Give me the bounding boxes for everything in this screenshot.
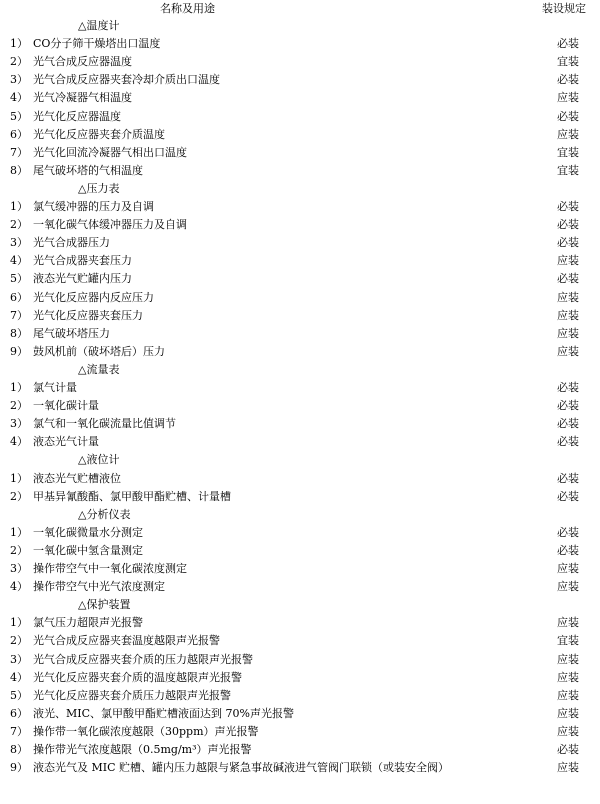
- item-text: 操作带空气中一氧化碳浓度测定: [33, 562, 187, 575]
- item-text: 光气合成反应器夹套冷却介质出口温度: [33, 73, 220, 87]
- item-text: 一氧化碳微量水分测定: [33, 525, 143, 539]
- requirement-value: 宜装: [557, 163, 579, 177]
- item-number: 1）: [10, 525, 28, 539]
- table-row: [0, 307, 600, 325]
- requirement-value: 应装: [557, 580, 579, 594]
- item-number: 3）: [10, 562, 28, 575]
- item-number: 5）: [10, 272, 28, 286]
- item-text: 鼓风机前（破坏塔后）压力: [33, 344, 165, 358]
- section-title: △压力表: [78, 181, 120, 195]
- table-row: [0, 343, 600, 361]
- requirement-value: 必装: [557, 417, 579, 431]
- requirement-value: 必装: [557, 218, 579, 232]
- item-text: 光气冷凝器气相温度: [33, 91, 132, 105]
- item-text: 光气合成反应器夹套温度越限声光报警: [33, 634, 220, 648]
- requirement-value: 必装: [557, 489, 579, 503]
- requirement-value: 宜装: [557, 634, 579, 648]
- item-number: 4）: [10, 670, 28, 684]
- table-row: [0, 89, 600, 107]
- table-row: [0, 415, 600, 433]
- item-number: 7）: [10, 145, 28, 159]
- item-number: 8）: [10, 163, 28, 177]
- item-number: 1）: [10, 200, 28, 213]
- requirement-value: 应装: [557, 290, 579, 304]
- table-row: [0, 687, 600, 705]
- item-number: 5）: [10, 688, 28, 702]
- item-number: 2）: [10, 399, 28, 413]
- table-row: [0, 614, 600, 632]
- table-row: [0, 470, 600, 488]
- requirement-value: 应装: [557, 344, 579, 358]
- section-heading: [0, 596, 600, 614]
- item-number: 7）: [10, 724, 28, 738]
- section-heading: [0, 17, 600, 35]
- item-number: 1）: [10, 37, 28, 51]
- table-row: [0, 144, 600, 162]
- table-row: [0, 759, 600, 777]
- item-text: 一氧化碳计量: [33, 399, 99, 413]
- requirement-value: 必装: [557, 543, 579, 557]
- item-text: 尾气破坏塔压力: [33, 326, 110, 340]
- table-row: [0, 108, 600, 126]
- item-number: 3）: [10, 652, 28, 666]
- table-row: [0, 216, 600, 234]
- item-text: 光气化反应器温度: [33, 109, 121, 123]
- item-number: 4）: [10, 91, 28, 105]
- item-text: 液态光气贮罐内压力: [33, 272, 132, 286]
- item-text: 液态光气贮槽液位: [33, 471, 121, 485]
- requirement-value: 必装: [557, 37, 579, 51]
- item-number: 8）: [10, 326, 28, 340]
- item-text: 氯气压力超限声光报警: [33, 616, 143, 630]
- requirement-value: 应装: [557, 652, 579, 666]
- table-row: [0, 632, 600, 650]
- table-row: [0, 234, 600, 252]
- item-text: 操作带空气中光气浓度测定: [33, 580, 165, 594]
- requirement-value: 应装: [557, 127, 579, 141]
- requirement-value: 必装: [557, 525, 579, 539]
- table-row: [0, 397, 600, 415]
- item-text: 操作带光气浓度越限（0.5mg/m³）声光报警: [33, 743, 252, 756]
- item-text: 光气合成反应器夹套介质的压力越限声光报警: [33, 652, 253, 666]
- table-row: [0, 705, 600, 723]
- table-row: [0, 723, 600, 741]
- item-number: 4）: [10, 254, 28, 268]
- requirement-value: 应装: [557, 706, 579, 720]
- item-number: 2）: [10, 218, 28, 232]
- section-title: △分析仪表: [78, 507, 131, 521]
- item-number: 9）: [10, 761, 28, 775]
- requirement-value: 必装: [557, 73, 579, 87]
- requirement-value: 宜装: [557, 145, 579, 159]
- item-text: 甲基异氰酸酯、氯甲酸甲酯贮槽、计量槽: [33, 489, 231, 503]
- table-row: [0, 71, 600, 89]
- item-text: 液光、MIC、氯甲酸甲酯贮槽液面达到 70%声光报警: [33, 706, 294, 720]
- table-row: [0, 669, 600, 687]
- table-row: [0, 126, 600, 144]
- requirement-value: 必装: [557, 272, 579, 286]
- name-column-header: 名称及用途: [160, 2, 215, 15]
- table-row: [0, 542, 600, 560]
- item-text: 液态光气计量: [33, 435, 99, 449]
- requirement-value: 应装: [557, 688, 579, 702]
- item-text: 光气化回流冷凝器气相出口温度: [33, 145, 187, 159]
- table-row: [0, 560, 600, 578]
- requirement-value: 应装: [557, 91, 579, 105]
- section-heading: [0, 180, 600, 198]
- item-number: 8）: [10, 743, 28, 756]
- requirement-value: 应装: [557, 670, 579, 684]
- item-number: 6）: [10, 290, 28, 304]
- requirement-value: 必装: [557, 399, 579, 413]
- table-row: [0, 325, 600, 343]
- item-number: 6）: [10, 127, 28, 141]
- table-row: [0, 162, 600, 180]
- table-row: [0, 379, 600, 397]
- requirement-value: 应装: [557, 254, 579, 268]
- requirement-value: 应装: [557, 326, 579, 340]
- item-text: 操作带一氧化碳浓度越限（30ppm）声光报警: [33, 724, 259, 738]
- item-text: 光气合成反应器温度: [33, 55, 132, 69]
- item-number: 2）: [10, 543, 28, 557]
- item-number: 6）: [10, 706, 28, 720]
- section-title: △温度计: [78, 19, 120, 32]
- requirement-value: 必装: [557, 435, 579, 449]
- item-number: 3）: [10, 236, 28, 250]
- section-heading: [0, 361, 600, 379]
- item-number: 7）: [10, 308, 28, 322]
- section-title: △流量表: [78, 362, 120, 376]
- item-text: 尾气破坏塔的气相温度: [33, 163, 143, 177]
- item-text: 氯气缓冲器的压力及自调: [33, 200, 154, 213]
- table-row: [0, 53, 600, 71]
- table-row: [0, 35, 600, 53]
- item-text: 光气合成器夹套压力: [33, 254, 132, 268]
- section-heading: [0, 506, 600, 524]
- requirement-value: 必装: [557, 200, 579, 213]
- requirement-value: 宜装: [557, 55, 579, 69]
- requirement-value: 必装: [557, 109, 579, 123]
- section-title: △液位计: [78, 453, 120, 467]
- requirement-value: 应装: [557, 562, 579, 575]
- item-text: 光气化反应器夹套压力: [33, 308, 143, 322]
- requirement-value: 应装: [557, 616, 579, 630]
- table-row: [0, 651, 600, 669]
- item-text: 光气化反应器夹套介质温度: [33, 127, 165, 141]
- item-number: 3）: [10, 417, 28, 431]
- item-number: 2）: [10, 489, 28, 503]
- spec-column-header: 装设规定: [542, 2, 586, 15]
- item-text: 光气化反应器夹套介质压力越限声光报警: [33, 688, 231, 702]
- requirement-value: 必装: [557, 236, 579, 250]
- table-row: [0, 524, 600, 542]
- item-text: 光气合成器压力: [33, 236, 110, 250]
- item-number: 4）: [10, 580, 28, 594]
- requirement-value: 应装: [557, 308, 579, 322]
- section-title: △保护装置: [78, 598, 131, 612]
- item-number: 4）: [10, 435, 28, 449]
- item-text: 光气化反应器内反应压力: [33, 290, 154, 304]
- table-header: [0, 0, 600, 18]
- requirement-value: 必装: [557, 743, 579, 756]
- table-row: [0, 289, 600, 307]
- item-number: 3）: [10, 73, 28, 87]
- item-number: 1）: [10, 616, 28, 630]
- table-row: [0, 433, 600, 451]
- table-row: [0, 741, 600, 759]
- item-text: CO分子筛干燥塔出口温度: [33, 37, 161, 51]
- table-row: [0, 578, 600, 596]
- item-number: 2）: [10, 55, 28, 69]
- item-text: 氯气和一氧化碳流量比值调节: [33, 417, 176, 431]
- item-text: 光气化反应器夹套介质的温度越限声光报警: [33, 670, 242, 684]
- requirement-value: 必装: [557, 471, 579, 485]
- item-number: 5）: [10, 109, 28, 123]
- section-heading: [0, 451, 600, 469]
- table-row: [0, 198, 600, 216]
- item-text: 氯气计量: [33, 381, 77, 394]
- item-number: 9）: [10, 344, 28, 358]
- table-row: [0, 270, 600, 288]
- item-text: 一氧化碳中氢含量测定: [33, 543, 143, 557]
- table-row: [0, 488, 600, 506]
- table-row: [0, 252, 600, 270]
- requirement-value: 必装: [557, 381, 579, 394]
- requirement-value: 应装: [557, 724, 579, 738]
- requirement-value: 应装: [557, 761, 579, 775]
- item-text: 液态光气及 MIC 贮槽、罐内压力越限与紧急事故碱液进气管阀门联锁（或装安全阀）: [33, 761, 450, 775]
- item-text: 一氧化碳气体缓冲器压力及自调: [33, 218, 187, 232]
- item-number: 2）: [10, 634, 28, 648]
- item-number: 1）: [10, 381, 28, 394]
- item-number: 1）: [10, 471, 28, 485]
